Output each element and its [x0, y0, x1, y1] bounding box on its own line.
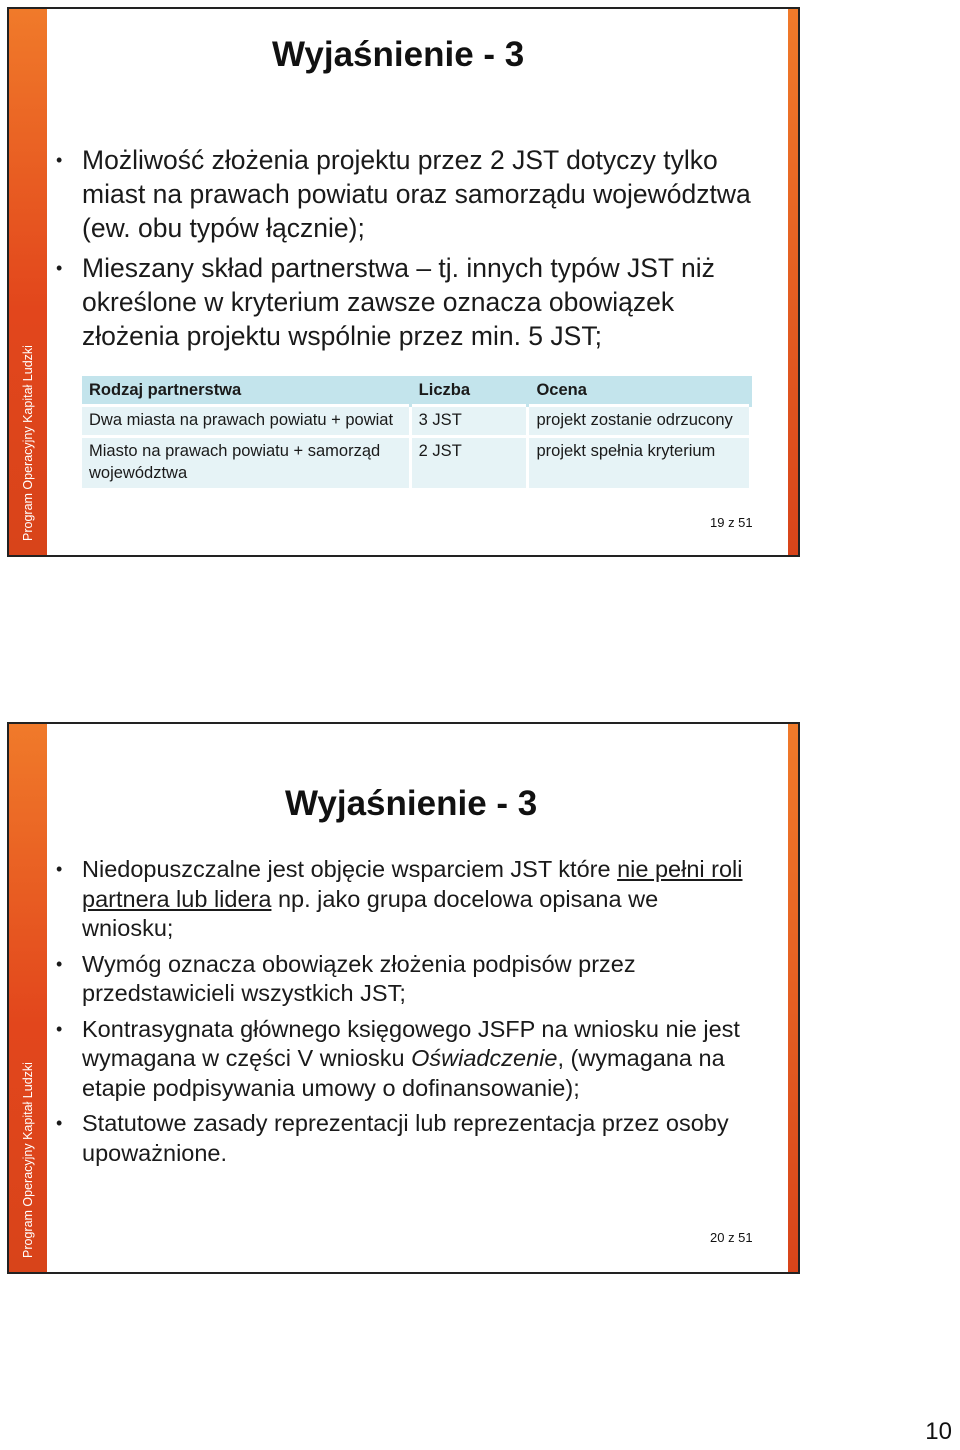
bullet-item: • Statutowe zasady reprezentacji lub reprezentacja przez osoby upoważnione.: [56, 1110, 729, 1166]
bullet-dot: •: [56, 1018, 63, 1039]
bullet-item: • Możliwość złożenia projektu przez 2 JST dotyczy tylko miast na prawach powiatu oraz samorządu województwa (ew. obu typów łącznie);: [56, 145, 751, 243]
column-header: Rodzaj partnerstwa: [82, 376, 410, 406]
bullet-dot: •: [56, 150, 63, 170]
table-cell: projekt spełnia kryterium: [528, 437, 751, 489]
table-row: [82, 437, 751, 489]
table-cell: Dwa miasta na prawach powiatu + powiat: [82, 406, 410, 437]
slide-page-number: 20 z 51: [710, 1230, 753, 1245]
table-cell: 3 JST: [410, 406, 528, 437]
column-header: Ocena: [528, 376, 751, 406]
slide-title: Wyjaśnienie - 3: [272, 35, 525, 74]
side-bar: [9, 9, 47, 555]
side-bar: [9, 724, 47, 1272]
bullet-item: • Wymóg oznacza obowiązek złożenia podpisów przez przedstawicieli wszystkich JST;: [56, 950, 636, 1006]
bullet-dot: •: [56, 953, 63, 974]
table-cell: Miasto na prawach powiatu + samorząd województwa: [82, 437, 410, 489]
partnership-table: [82, 376, 752, 488]
bullet-list: [56, 143, 756, 359]
slide-19: [7, 7, 800, 557]
table-cell: 2 JST: [410, 437, 528, 489]
bullet-item: • Mieszany skład partnerstwa – tj. innych typów JST niż określone w kryterium zawsze oznacza obowiązek złożenia projektu wspólnie przez min. 5 JST;: [56, 253, 715, 351]
page-number: 10: [925, 1418, 952, 1445]
italic-text: Oświadczenie: [411, 1045, 558, 1071]
bullet-dot: •: [56, 258, 63, 278]
slide-20: [7, 722, 800, 1274]
table-header-row: [82, 376, 751, 406]
bullet-item: • Kontrasygnata głównego księgowego JSFP na wniosku nie jest wymagana w części V wniosku Oświadczenie, (wymagana na etapie podpisywania umowy o dofinansowanie);: [56, 1015, 740, 1101]
underlined-text: nie pełni roli partnera lub lidera: [82, 856, 743, 912]
bullet-dot: •: [56, 1113, 63, 1133]
table-cell: projekt zostanie odrzucony: [528, 406, 751, 437]
right-edge: [788, 9, 798, 555]
program-name: Program Operacyjny Kapitał Ludzki: [21, 345, 35, 541]
slide-page-number: 19 z 51: [710, 515, 753, 530]
column-header: Liczba: [410, 376, 528, 406]
bullet-list: [56, 855, 746, 1174]
table-row: [82, 406, 751, 437]
right-edge: [788, 724, 798, 1272]
bullet-dot: •: [56, 859, 63, 879]
bullet-item: • Niedopuszczalne jest objęcie wsparciem JST które nie pełni roli partnera lub lidera np. jako grupa docelowa opisana we wniosku;: [56, 856, 743, 941]
program-name: Program Operacyjny Kapitał Ludzki: [21, 1062, 35, 1258]
slide-title: Wyjaśnienie - 3: [285, 784, 538, 823]
